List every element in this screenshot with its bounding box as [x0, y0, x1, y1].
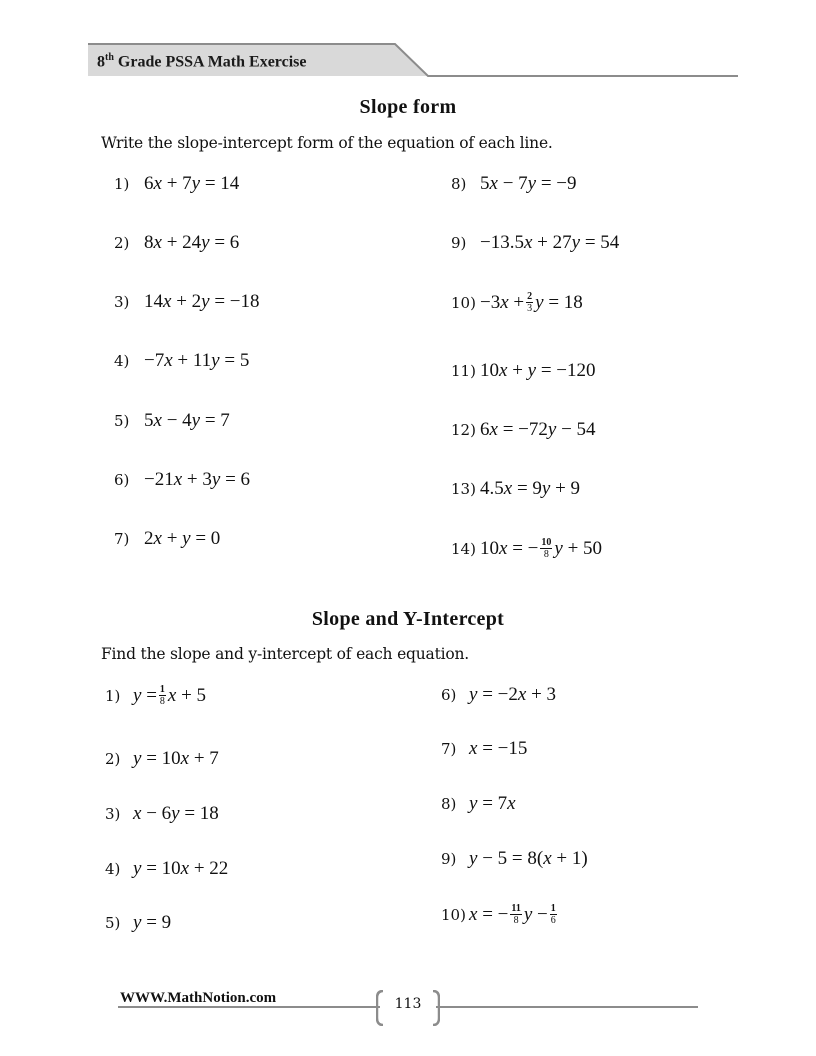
problem-item: 4) y = 10x + 22: [105, 858, 229, 879]
fraction: $\frac{1}{6}$: [550, 903, 556, 926]
problem-item: 10) x = − $\frac{11}{8}$ y − $\frac{1}{6}$: [441, 903, 556, 926]
problem-item: 3) 14x + 2y = −18: [114, 291, 260, 312]
page-number: 113: [380, 996, 436, 1012]
problem-item: 3) x − 6y = 18: [105, 803, 219, 824]
problem-item: 14) 10x = − $\frac{10}{8}$ y + 50: [451, 537, 603, 560]
section-instruction: Find the slope and y-intercept of each equation.: [101, 645, 470, 663]
problem-item: 5) 5x − 4y = 7: [114, 410, 230, 431]
section-title-slope-and-y-intercept: Slope and Y-Intercept: [311, 608, 505, 630]
page-header-title: 8th Grade PSSA Math Exercise: [97, 52, 307, 71]
fraction: $\frac{1}{8}$: [159, 684, 165, 707]
section-instruction: Write the slope-intercept form of the equation of each line.: [101, 134, 553, 152]
problem-item: 12) 6x = −72y − 54: [451, 419, 596, 440]
problem-item: 4) −7x + 11y = 5: [114, 350, 250, 371]
problem-item: 7) x = −15: [441, 738, 528, 759]
problem-item: 7) 2x + y = 0: [114, 528, 221, 549]
problem-item: 1) 6x + 7y = 14: [114, 173, 240, 194]
problem-item: 6) y = −2x + 3: [441, 684, 557, 705]
problem-item: 8) y = 7x: [441, 793, 516, 814]
fraction: $\frac{11}{8}$: [511, 903, 521, 926]
problem-item: 8) 5x − 7y = −9: [451, 173, 577, 194]
problem-item: 1) y = $\frac{1}{8}$ x + 5: [105, 684, 207, 707]
problem-item: 13) 4.5x = 9y + 9: [451, 478, 581, 499]
problem-item: 5) y = 9: [105, 912, 172, 933]
problem-item: 10) −3x + $\frac{2}{3}$ y = 18: [451, 291, 583, 314]
fraction: $\frac{10}{8}$: [541, 537, 552, 560]
problem-item: 2) y = 10x + 7: [105, 748, 219, 769]
problem-item: 6) −21x + 3y = 6: [114, 469, 251, 490]
footer-website: WWW.MathNotion.com: [120, 990, 277, 1006]
problem-item: 11) 10x + y = −120: [451, 360, 596, 381]
section-title-slope-form: Slope form: [359, 96, 457, 118]
problem-item: 9) y − 5 = 8(x + 1): [441, 848, 588, 869]
problem-item: 9) −13.5x + 27y = 54: [451, 232, 620, 253]
problem-item: 2) 8x + 24y = 6: [114, 232, 240, 253]
header-tab: [0, 0, 816, 90]
page-number-right-bracket: [432, 990, 440, 1026]
fraction: $\frac{2}{3}$: [527, 291, 533, 314]
